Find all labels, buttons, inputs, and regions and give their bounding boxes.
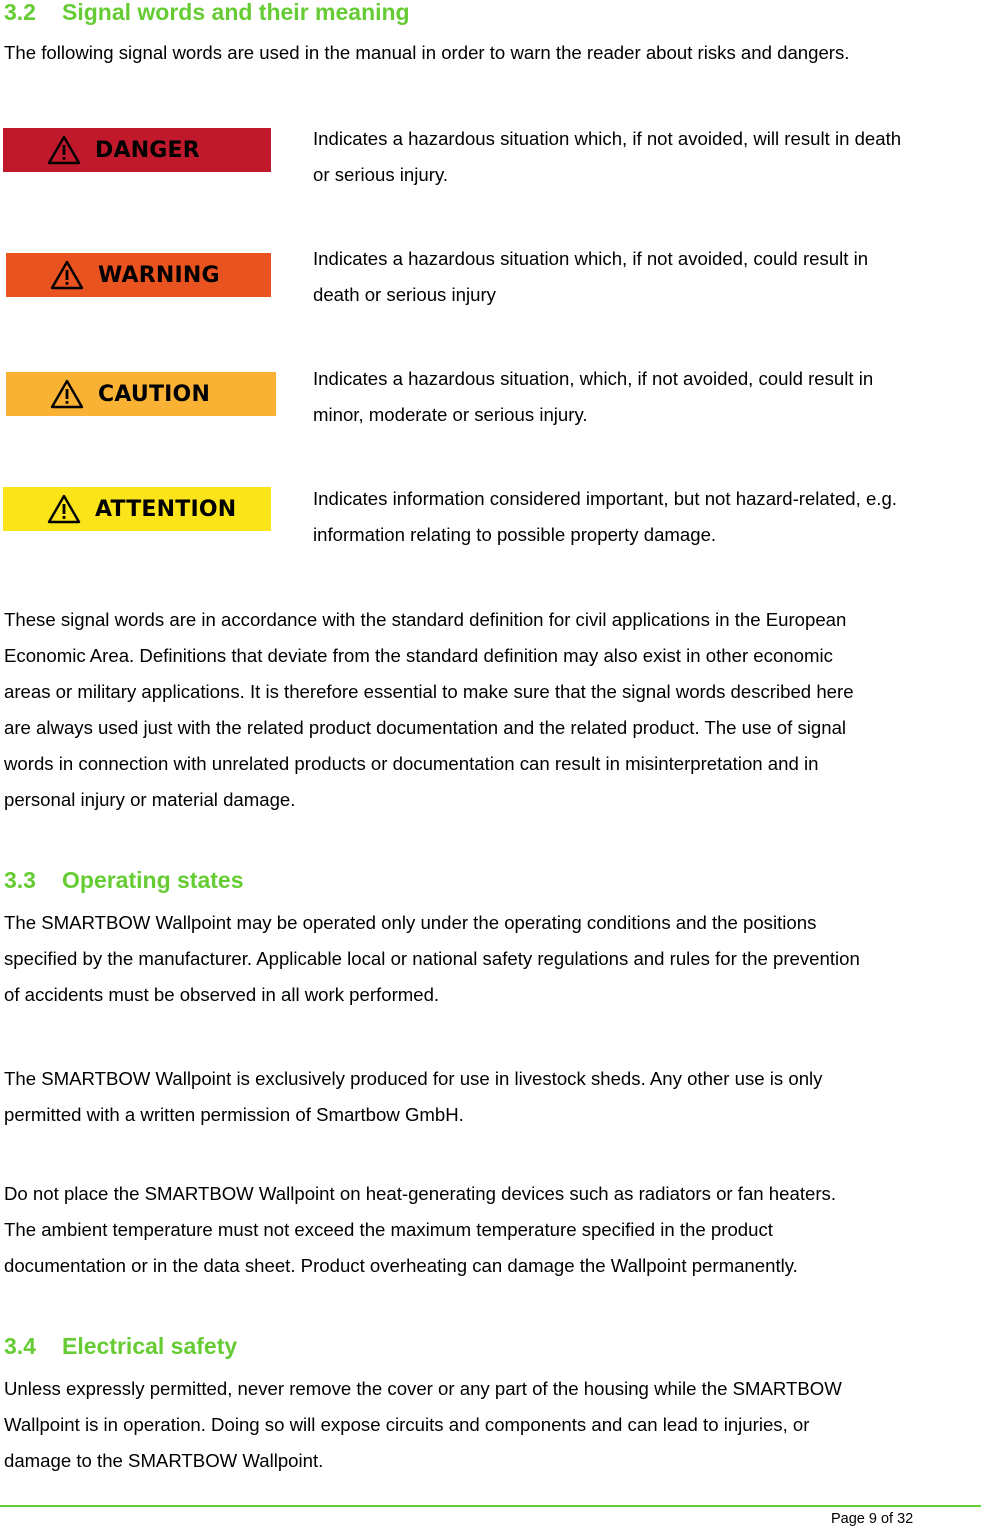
text-line: are always used just with the related product documentation and the related product. The use of signal [4,717,847,738]
warning-badge [6,253,271,297]
danger-badge [3,128,271,172]
text-line: documentation or in the data sheet. Product overheating can damage the Wallpoint permanently. [4,1255,798,1276]
text-line: The SMARTBOW Wallpoint is exclusively produced for use in livestock sheds. Any other use is only [4,1068,823,1089]
signal-word: WARNING [98,262,220,288]
section-heading-3-4 [4,1332,237,1360]
warning-triangle-icon [47,494,81,524]
operating-paragraph-2 [4,1061,822,1133]
section-number: 3.3 [4,867,36,893]
signal-words-note [4,602,854,818]
signal-word: DANGER [95,137,200,163]
signal-word: ATTENTION [95,496,237,522]
signal-word: CAUTION [98,381,211,407]
electrical-safety-paragraph [4,1371,842,1479]
text-line: personal injury or material damage. [4,789,296,810]
description-line: information relating to possible property damage. [313,524,717,545]
warning-triangle-icon [47,135,81,165]
text-line: of accidents must be observed in all work performed. [4,984,440,1005]
operating-paragraph-3 [4,1176,836,1284]
signal-row-caution [0,361,981,441]
description-line: Indicates a hazardous situation which, if not avoided, will result in death [313,128,902,149]
section-title: Operating states [62,867,244,893]
text-line: Do not place the SMARTBOW Wallpoint on heat-generating devices such as radiators or fan heaters. [4,1183,836,1204]
text-line: damage to the SMARTBOW Wallpoint. [4,1450,324,1471]
text-line: permitted with a written permission of Smartbow GmbH. [4,1104,464,1125]
text-line: Wallpoint is in operation. Doing so will expose circuits and components and can lead to injuries, or [4,1414,810,1435]
page-number: Page 9 of 32 [831,1511,914,1527]
section-number: 3.4 [4,1333,36,1359]
signal-description [313,121,901,193]
text-line: Economic Area. Definitions that deviate from the standard definition may also exist in other economic [4,645,833,666]
section-number: 3.2 [4,0,36,25]
signal-row-danger [0,121,981,201]
footer-rule [0,1505,981,1507]
section-title: Signal words and their meaning [62,0,410,25]
text-line: The SMARTBOW Wallpoint may be operated only under the operating conditions and the positions [4,912,817,933]
text-line: words in connection with unrelated products or documentation can result in misinterpretation and in [4,753,819,774]
text-line: areas or military applications. It is therefore essential to make sure that the signal words described here [4,681,854,702]
text-line: specified by the manufacturer. Applicable local or national safety regulations and rules for the prevention [4,948,860,969]
description-line: Indicates a hazardous situation, which, if not avoided, could result in [313,368,874,389]
section-heading-3-2 [4,0,410,26]
description-line: death or serious injury [313,284,496,305]
operating-paragraph-1 [4,905,860,1013]
text-line: The ambient temperature must not exceed the maximum temperature specified in the product [4,1219,773,1240]
text-line: Unless expressly permitted, never remove the cover or any part of the housing while the SMARTBOW [4,1378,842,1399]
warning-triangle-icon [50,379,84,409]
description-line: minor, moderate or serious injury. [313,404,588,425]
description-line: Indicates a hazardous situation which, if not avoided, could result in [313,248,869,269]
text-line: These signal words are in accordance with the standard definition for civil applications in the European [4,609,847,630]
caution-badge [6,372,276,416]
signal-row-warning [0,241,981,321]
description-line: Indicates information considered important, but not hazard-related, e.g. [313,488,897,509]
description-line: or serious injury. [313,164,449,185]
signal-row-attention [0,481,981,561]
section-heading-3-3 [4,866,244,894]
signal-description [313,361,873,433]
signal-description [313,481,897,553]
section-title: Electrical safety [62,1333,238,1359]
signal-description [313,241,868,313]
attention-badge [3,487,271,531]
intro-paragraph: The following signal words are used in the manual in order to warn the reader about risks and dangers. [4,42,850,63]
warning-triangle-icon [50,260,84,290]
